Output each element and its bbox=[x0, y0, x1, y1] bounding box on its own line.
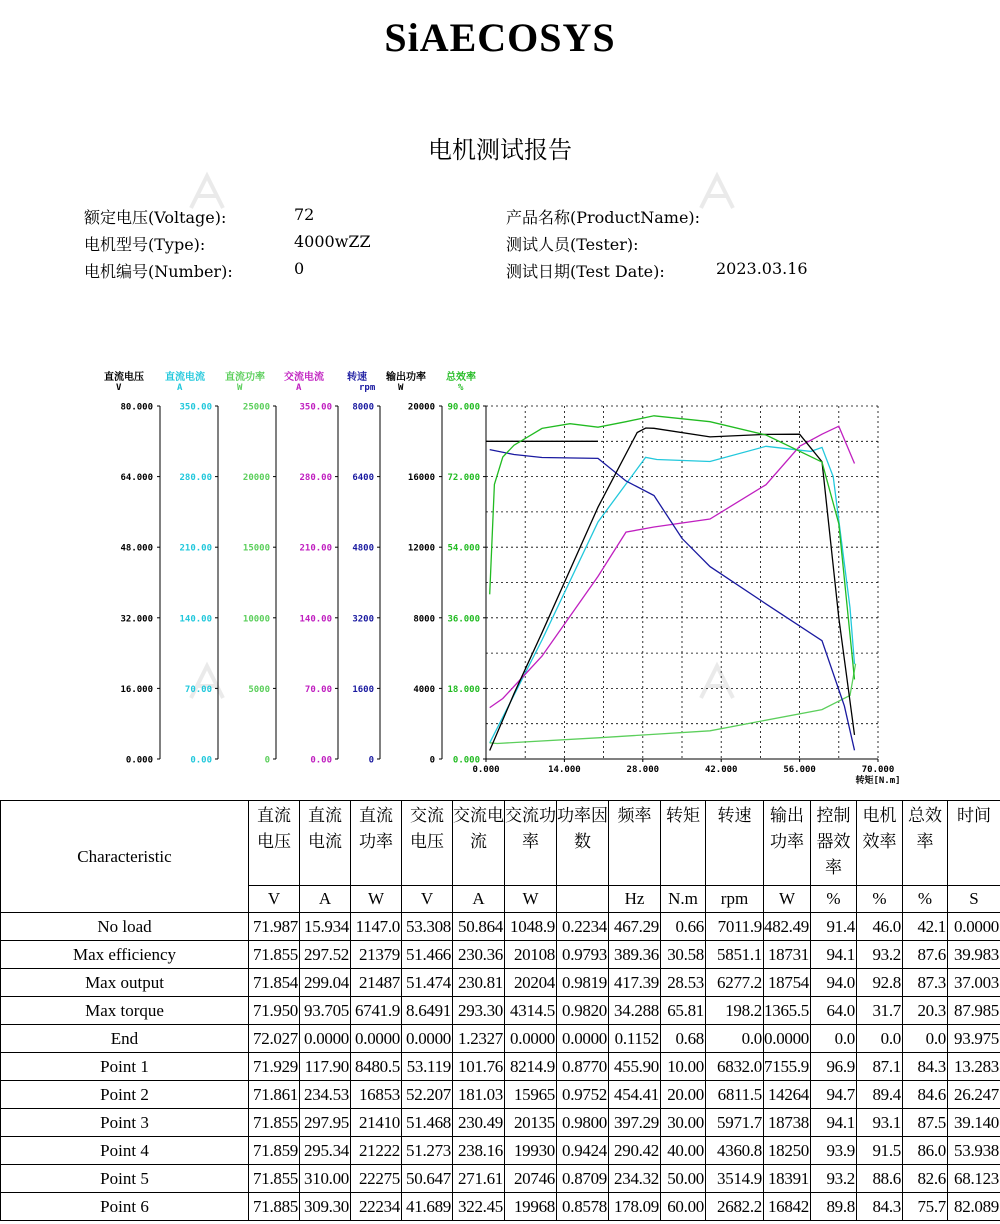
table-row bbox=[1, 913, 1000, 941]
table-cell: 68.123 bbox=[948, 1165, 1000, 1193]
table-cell: 30.00 bbox=[661, 1109, 706, 1137]
table-cell: 88.6 bbox=[857, 1165, 903, 1193]
table-cell: 0.0 bbox=[811, 1025, 857, 1053]
type-value: 4000wZZ bbox=[294, 232, 371, 251]
y-tick-label: 350.00 bbox=[299, 402, 332, 413]
unit-cell: W bbox=[764, 886, 811, 913]
table-cell: 93.2 bbox=[857, 941, 903, 969]
unit-cell: S bbox=[948, 886, 1000, 913]
y-tick-label: 90.000 bbox=[447, 402, 480, 413]
column-header: 直流功率 bbox=[351, 801, 402, 886]
table-cell: 87.6 bbox=[903, 941, 948, 969]
table-cell: 7155.9 bbox=[764, 1053, 811, 1081]
y-tick-label: 0 bbox=[429, 755, 435, 766]
column-header: 交流功率 bbox=[505, 801, 557, 886]
table-cell: 20204 bbox=[505, 969, 557, 997]
axis-unit-label: V bbox=[116, 383, 122, 393]
table-cell: 0.0000 bbox=[351, 1025, 402, 1053]
table-cell: 13.283 bbox=[948, 1053, 1000, 1081]
row-label: Max torque bbox=[1, 997, 249, 1025]
y-tick-label: 32.000 bbox=[120, 614, 153, 625]
column-header: 时间 bbox=[948, 801, 1000, 886]
table-cell: 41.689 bbox=[402, 1193, 453, 1221]
y-tick-label: 3200 bbox=[352, 614, 374, 625]
table-row bbox=[1, 1165, 1000, 1193]
table-cell: 15965 bbox=[505, 1081, 557, 1109]
table-cell: 455.90 bbox=[609, 1053, 661, 1081]
table-cell: 19968 bbox=[505, 1193, 557, 1221]
table-cell: 93.9 bbox=[811, 1137, 857, 1165]
table-cell: 91.5 bbox=[857, 1137, 903, 1165]
table-row bbox=[1, 941, 1000, 969]
x-axis-label: 转矩[N.m] bbox=[855, 776, 901, 786]
product-name-label: 产品名称(ProductName): bbox=[506, 208, 701, 227]
unit-cell: V bbox=[249, 886, 300, 913]
x-tick-label: 70.000 bbox=[861, 765, 895, 775]
table-cell: 28.53 bbox=[661, 969, 706, 997]
table-cell: 0.8578 bbox=[557, 1193, 609, 1221]
row-label: Point 1 bbox=[1, 1053, 249, 1081]
unit-cell: Hz bbox=[609, 886, 661, 913]
table-cell: 71.885 bbox=[249, 1193, 300, 1221]
table-cell: 82.6 bbox=[903, 1165, 948, 1193]
table-cell: 20.00 bbox=[661, 1081, 706, 1109]
y-tick-label: 140.00 bbox=[179, 614, 212, 625]
unit-cell: N.m bbox=[661, 886, 706, 913]
axis-header-w: 直流功率 bbox=[225, 372, 265, 383]
table-cell: 53.119 bbox=[402, 1053, 453, 1081]
results-table bbox=[0, 800, 1000, 1221]
y-tick-label: 25000 bbox=[242, 402, 270, 413]
table-cell: 10.00 bbox=[661, 1053, 706, 1081]
row-label: End bbox=[1, 1025, 249, 1053]
table-cell: 230.81 bbox=[453, 969, 505, 997]
table-cell: 91.4 bbox=[811, 913, 857, 941]
table-cell: 37.003 bbox=[948, 969, 1000, 997]
table-cell: 87.3 bbox=[903, 969, 948, 997]
axis-unit-label: A bbox=[177, 383, 183, 393]
y-tick-label: 4800 bbox=[352, 543, 374, 554]
table-cell: 1365.5 bbox=[764, 997, 811, 1025]
table-row bbox=[1, 969, 1000, 997]
table-cell: 0.2234 bbox=[557, 913, 609, 941]
y-tick-label: 4000 bbox=[413, 684, 435, 695]
y-tick-label: 0.00 bbox=[310, 755, 332, 766]
table-cell: 0.9424 bbox=[557, 1137, 609, 1165]
table-cell: 0.68 bbox=[661, 1025, 706, 1053]
table-cell: 0.9752 bbox=[557, 1081, 609, 1109]
table-cell: 50.00 bbox=[661, 1165, 706, 1193]
table-cell: 310.00 bbox=[300, 1165, 351, 1193]
table-cell: 42.1 bbox=[903, 913, 948, 941]
table-cell: 71.854 bbox=[249, 969, 300, 997]
y-tick-label: 210.00 bbox=[179, 543, 212, 554]
table-cell: 71.855 bbox=[249, 941, 300, 969]
table-cell: 482.49 bbox=[764, 913, 811, 941]
table-cell: 6741.9 bbox=[351, 997, 402, 1025]
table-cell: 93.705 bbox=[300, 997, 351, 1025]
y-tick-label: 72.000 bbox=[447, 473, 480, 484]
table-cell: 64.0 bbox=[811, 997, 857, 1025]
table-cell: 1147.0 bbox=[351, 913, 402, 941]
header-characteristic: Characteristic bbox=[1, 801, 249, 913]
table-cell: 89.4 bbox=[857, 1081, 903, 1109]
table-cell: 0.0 bbox=[706, 1025, 764, 1053]
y-tick-label: 80.000 bbox=[120, 402, 153, 413]
table-cell: 18391 bbox=[764, 1165, 811, 1193]
table-cell: 397.29 bbox=[609, 1109, 661, 1137]
table-cell: 0.8770 bbox=[557, 1053, 609, 1081]
table-cell: 117.90 bbox=[300, 1053, 351, 1081]
table-cell: 0.9800 bbox=[557, 1109, 609, 1137]
table-cell: 51.468 bbox=[402, 1109, 453, 1137]
table-row bbox=[1, 1053, 1000, 1081]
table-cell: 75.7 bbox=[903, 1193, 948, 1221]
y-tick-label: 20000 bbox=[242, 473, 270, 484]
table-cell: 65.81 bbox=[661, 997, 706, 1025]
table-cell: 84.3 bbox=[857, 1193, 903, 1221]
table-cell: 230.36 bbox=[453, 941, 505, 969]
table-cell: 21222 bbox=[351, 1137, 402, 1165]
y-tick-label: 350.00 bbox=[179, 402, 212, 413]
table-cell: 15.934 bbox=[300, 913, 351, 941]
y-tick-label: 54.000 bbox=[447, 543, 480, 554]
type-label: 电机型号(Type): bbox=[84, 235, 206, 254]
table-cell: 22234 bbox=[351, 1193, 402, 1221]
table-cell: 0.0 bbox=[857, 1025, 903, 1053]
table-row bbox=[1, 1081, 1000, 1109]
table-cell: 389.36 bbox=[609, 941, 661, 969]
table-cell: 71.855 bbox=[249, 1165, 300, 1193]
y-tick-label: 210.00 bbox=[299, 543, 332, 554]
row-label: Point 2 bbox=[1, 1081, 249, 1109]
performance-chart bbox=[0, 360, 1000, 790]
unit-cell bbox=[557, 886, 609, 913]
table-cell: 39.140 bbox=[948, 1109, 1000, 1137]
table-row bbox=[1, 1193, 1000, 1221]
table-cell: 39.983 bbox=[948, 941, 1000, 969]
axis-unit-label: W bbox=[237, 383, 243, 393]
table-cell: 84.6 bbox=[903, 1081, 948, 1109]
y-tick-label: 15000 bbox=[242, 543, 270, 554]
table-cell: 309.30 bbox=[300, 1193, 351, 1221]
y-tick-label: 18.000 bbox=[447, 684, 480, 695]
table-cell: 0.0 bbox=[903, 1025, 948, 1053]
voltage-label: 额定电压(Voltage): bbox=[84, 208, 227, 227]
table-cell: 51.273 bbox=[402, 1137, 453, 1165]
axis-unit-label: W bbox=[398, 383, 404, 393]
table-cell: 322.45 bbox=[453, 1193, 505, 1221]
number-value: 0 bbox=[294, 259, 305, 278]
y-tick-label: 10000 bbox=[242, 614, 270, 625]
y-tick-label: 16.000 bbox=[120, 684, 153, 695]
table-cell: 6832.0 bbox=[706, 1053, 764, 1081]
table-cell: 454.41 bbox=[609, 1081, 661, 1109]
table-cell: 53.938 bbox=[948, 1137, 1000, 1165]
table-cell: 0.8709 bbox=[557, 1165, 609, 1193]
y-tick-label: 0 bbox=[264, 755, 270, 766]
y-tick-label: 20000 bbox=[407, 402, 435, 413]
axis-header-a: 直流电流 bbox=[165, 372, 205, 383]
unit-cell: W bbox=[505, 886, 557, 913]
table-cell: 86.0 bbox=[903, 1137, 948, 1165]
series-line-2 bbox=[490, 446, 855, 743]
table-cell: 71.861 bbox=[249, 1081, 300, 1109]
table-cell: 297.95 bbox=[300, 1109, 351, 1137]
table-cell: 30.58 bbox=[661, 941, 706, 969]
table-cell: 0.0000 bbox=[764, 1025, 811, 1053]
table-cell: 293.30 bbox=[453, 997, 505, 1025]
table-cell: 0.1152 bbox=[609, 1025, 661, 1053]
table-cell: 94.0 bbox=[811, 969, 857, 997]
column-header: 直流电流 bbox=[300, 801, 351, 886]
row-label: Max output bbox=[1, 969, 249, 997]
table-row bbox=[1, 1109, 1000, 1137]
column-header: 转速 bbox=[706, 801, 764, 886]
table-cell: 52.207 bbox=[402, 1081, 453, 1109]
table-cell: 71.929 bbox=[249, 1053, 300, 1081]
row-label: Point 6 bbox=[1, 1193, 249, 1221]
table-cell: 14264 bbox=[764, 1081, 811, 1109]
table-cell: 7011.9 bbox=[706, 913, 764, 941]
table-cell: 21410 bbox=[351, 1109, 402, 1137]
table-cell: 0.9819 bbox=[557, 969, 609, 997]
table-cell: 87.985 bbox=[948, 997, 1000, 1025]
axis-header-v: 直流电压 bbox=[104, 372, 144, 383]
table-cell: 20746 bbox=[505, 1165, 557, 1193]
table-cell: 18250 bbox=[764, 1137, 811, 1165]
y-tick-label: 280.00 bbox=[299, 473, 332, 484]
y-tick-label: 1600 bbox=[352, 684, 374, 695]
unit-cell: V bbox=[402, 886, 453, 913]
row-label: Point 4 bbox=[1, 1137, 249, 1165]
table-cell: 178.09 bbox=[609, 1193, 661, 1221]
table-cell: 92.8 bbox=[857, 969, 903, 997]
table-cell: 8214.9 bbox=[505, 1053, 557, 1081]
table-cell: 4360.8 bbox=[706, 1137, 764, 1165]
table-cell: 89.8 bbox=[811, 1193, 857, 1221]
table-cell: 16842 bbox=[764, 1193, 811, 1221]
table-cell: 18754 bbox=[764, 969, 811, 997]
table-cell: 93.1 bbox=[857, 1109, 903, 1137]
unit-cell: A bbox=[300, 886, 351, 913]
series-line-3 bbox=[490, 664, 856, 744]
row-label: No load bbox=[1, 913, 249, 941]
axis-unit-label: A bbox=[296, 383, 302, 393]
table-cell: 18731 bbox=[764, 941, 811, 969]
table-cell: 0.0000 bbox=[300, 1025, 351, 1053]
test-date-label: 测试日期(Test Date): bbox=[506, 262, 665, 281]
table-cell: 16853 bbox=[351, 1081, 402, 1109]
brand-logo: SiAECOSYS bbox=[384, 15, 616, 60]
table-cell: 20.3 bbox=[903, 997, 948, 1025]
unit-cell: % bbox=[903, 886, 948, 913]
watermark-icon bbox=[695, 170, 739, 214]
table-cell: 8480.5 bbox=[351, 1053, 402, 1081]
column-header: 转矩 bbox=[661, 801, 706, 886]
table-cell: 21379 bbox=[351, 941, 402, 969]
table-row bbox=[1, 997, 1000, 1025]
unit-cell: % bbox=[811, 886, 857, 913]
unit-cell: A bbox=[453, 886, 505, 913]
unit-cell: W bbox=[351, 886, 402, 913]
y-tick-label: 64.000 bbox=[120, 473, 153, 484]
y-tick-label: 280.00 bbox=[179, 473, 212, 484]
table-cell: 71.950 bbox=[249, 997, 300, 1025]
table-cell: 84.3 bbox=[903, 1053, 948, 1081]
table-cell: 290.42 bbox=[609, 1137, 661, 1165]
test-date-value: 2023.03.16 bbox=[716, 259, 808, 278]
x-tick-label: 0.000 bbox=[472, 765, 500, 775]
table-cell: 34.288 bbox=[609, 997, 661, 1025]
table-cell: 181.03 bbox=[453, 1081, 505, 1109]
report-title: 电机测试报告 bbox=[428, 136, 572, 164]
unit-cell: rpm bbox=[706, 886, 764, 913]
table-cell: 1.2327 bbox=[453, 1025, 505, 1053]
table-cell: 71.855 bbox=[249, 1109, 300, 1137]
y-tick-label: 5000 bbox=[248, 684, 270, 695]
y-tick-label: 70.00 bbox=[184, 684, 212, 695]
column-header: 频率 bbox=[609, 801, 661, 886]
table-cell: 82.089 bbox=[948, 1193, 1000, 1221]
number-label: 电机编号(Number): bbox=[84, 262, 233, 281]
table-row bbox=[1, 1025, 1000, 1053]
table-cell: 0.9820 bbox=[557, 997, 609, 1025]
table-cell: 0.0000 bbox=[948, 913, 1000, 941]
table-cell: 230.49 bbox=[453, 1109, 505, 1137]
x-tick-label: 28.000 bbox=[626, 765, 660, 775]
column-header: 总效率 bbox=[903, 801, 948, 886]
axis-unit-label: % bbox=[458, 383, 464, 393]
column-header: 电机效率 bbox=[857, 801, 903, 886]
table-cell: 234.53 bbox=[300, 1081, 351, 1109]
table-cell: 87.5 bbox=[903, 1109, 948, 1137]
axis-header-%: 总效率 bbox=[446, 372, 476, 383]
row-label: Max efficiency bbox=[1, 941, 249, 969]
table-cell: 31.7 bbox=[857, 997, 903, 1025]
table-cell: 6811.5 bbox=[706, 1081, 764, 1109]
table-cell: 271.61 bbox=[453, 1165, 505, 1193]
y-tick-label: 8000 bbox=[413, 614, 435, 625]
table-cell: 46.0 bbox=[857, 913, 903, 941]
table-cell: 50.864 bbox=[453, 913, 505, 941]
table-cell: 71.987 bbox=[249, 913, 300, 941]
x-tick-label: 42.000 bbox=[704, 765, 738, 775]
table-cell: 0.0000 bbox=[505, 1025, 557, 1053]
y-tick-label: 70.00 bbox=[304, 684, 332, 695]
column-header: 控制器效率 bbox=[811, 801, 857, 886]
table-cell: 0.9793 bbox=[557, 941, 609, 969]
axis-header-w: 输出功率 bbox=[386, 372, 426, 383]
table-cell: 101.76 bbox=[453, 1053, 505, 1081]
y-tick-label: 16000 bbox=[407, 473, 435, 484]
y-tick-label: 12000 bbox=[407, 543, 435, 554]
table-cell: 40.00 bbox=[661, 1137, 706, 1165]
table-cell: 93.975 bbox=[948, 1025, 1000, 1053]
table-cell: 5971.7 bbox=[706, 1109, 764, 1137]
axis-header-a: 交流电流 bbox=[284, 372, 324, 383]
axis-unit-label: rpm bbox=[359, 383, 376, 393]
table-cell: 96.9 bbox=[811, 1053, 857, 1081]
tester-label: 测试人员(Tester): bbox=[506, 235, 639, 254]
x-tick-label: 56.000 bbox=[783, 765, 816, 775]
table-cell: 2682.2 bbox=[706, 1193, 764, 1221]
table-cell: 4314.5 bbox=[505, 997, 557, 1025]
y-tick-label: 0.000 bbox=[452, 755, 480, 766]
table-cell: 60.00 bbox=[661, 1193, 706, 1221]
table-cell: 22275 bbox=[351, 1165, 402, 1193]
y-tick-label: 48.000 bbox=[120, 543, 153, 554]
table-cell: 50.647 bbox=[402, 1165, 453, 1193]
table-cell: 51.474 bbox=[402, 969, 453, 997]
table-cell: 87.1 bbox=[857, 1053, 903, 1081]
table-cell: 1048.9 bbox=[505, 913, 557, 941]
unit-cell: % bbox=[857, 886, 903, 913]
table-cell: 20108 bbox=[505, 941, 557, 969]
column-header: 直流电压 bbox=[249, 801, 300, 886]
y-tick-label: 8000 bbox=[352, 402, 374, 413]
table-cell: 19930 bbox=[505, 1137, 557, 1165]
table-cell: 299.04 bbox=[300, 969, 351, 997]
y-tick-label: 0 bbox=[368, 755, 374, 766]
column-header: 交流电压 bbox=[402, 801, 453, 886]
table-cell: 297.52 bbox=[300, 941, 351, 969]
table-cell: 467.29 bbox=[609, 913, 661, 941]
table-cell: 295.34 bbox=[300, 1137, 351, 1165]
table-cell: 72.027 bbox=[249, 1025, 300, 1053]
table-cell: 0.0000 bbox=[557, 1025, 609, 1053]
series-line-5 bbox=[490, 450, 855, 751]
table-cell: 53.308 bbox=[402, 913, 453, 941]
column-header: 输出功率 bbox=[764, 801, 811, 886]
table-cell: 94.1 bbox=[811, 941, 857, 969]
y-tick-label: 36.000 bbox=[447, 614, 480, 625]
table-cell: 94.7 bbox=[811, 1081, 857, 1109]
voltage-value: 72 bbox=[294, 205, 315, 224]
table-cell: 20135 bbox=[505, 1109, 557, 1137]
row-label: Point 5 bbox=[1, 1165, 249, 1193]
x-tick-label: 14.000 bbox=[548, 765, 581, 775]
column-header: 交流电流 bbox=[453, 801, 505, 886]
table-cell: 198.2 bbox=[706, 997, 764, 1025]
table-cell: 18738 bbox=[764, 1109, 811, 1137]
row-label: Point 3 bbox=[1, 1109, 249, 1137]
y-tick-label: 0.000 bbox=[125, 755, 153, 766]
table-cell: 8.6491 bbox=[402, 997, 453, 1025]
table-cell: 26.247 bbox=[948, 1081, 1000, 1109]
table-cell: 71.859 bbox=[249, 1137, 300, 1165]
table-cell: 0.0000 bbox=[402, 1025, 453, 1053]
y-tick-label: 6400 bbox=[352, 473, 374, 484]
table-cell: 234.32 bbox=[609, 1165, 661, 1193]
y-tick-label: 140.00 bbox=[299, 614, 332, 625]
y-tick-label: 0.00 bbox=[190, 755, 212, 766]
table-cell: 3514.9 bbox=[706, 1165, 764, 1193]
table-row bbox=[1, 1137, 1000, 1165]
table-cell: 93.2 bbox=[811, 1165, 857, 1193]
table-cell: 6277.2 bbox=[706, 969, 764, 997]
table-cell: 0.66 bbox=[661, 913, 706, 941]
table-cell: 51.466 bbox=[402, 941, 453, 969]
table-cell: 238.16 bbox=[453, 1137, 505, 1165]
table-cell: 5851.1 bbox=[706, 941, 764, 969]
axis-header-rpm: 转速 bbox=[347, 372, 367, 383]
table-cell: 21487 bbox=[351, 969, 402, 997]
table-cell: 94.1 bbox=[811, 1109, 857, 1137]
column-header: 功率因数 bbox=[557, 801, 609, 886]
table-cell: 417.39 bbox=[609, 969, 661, 997]
